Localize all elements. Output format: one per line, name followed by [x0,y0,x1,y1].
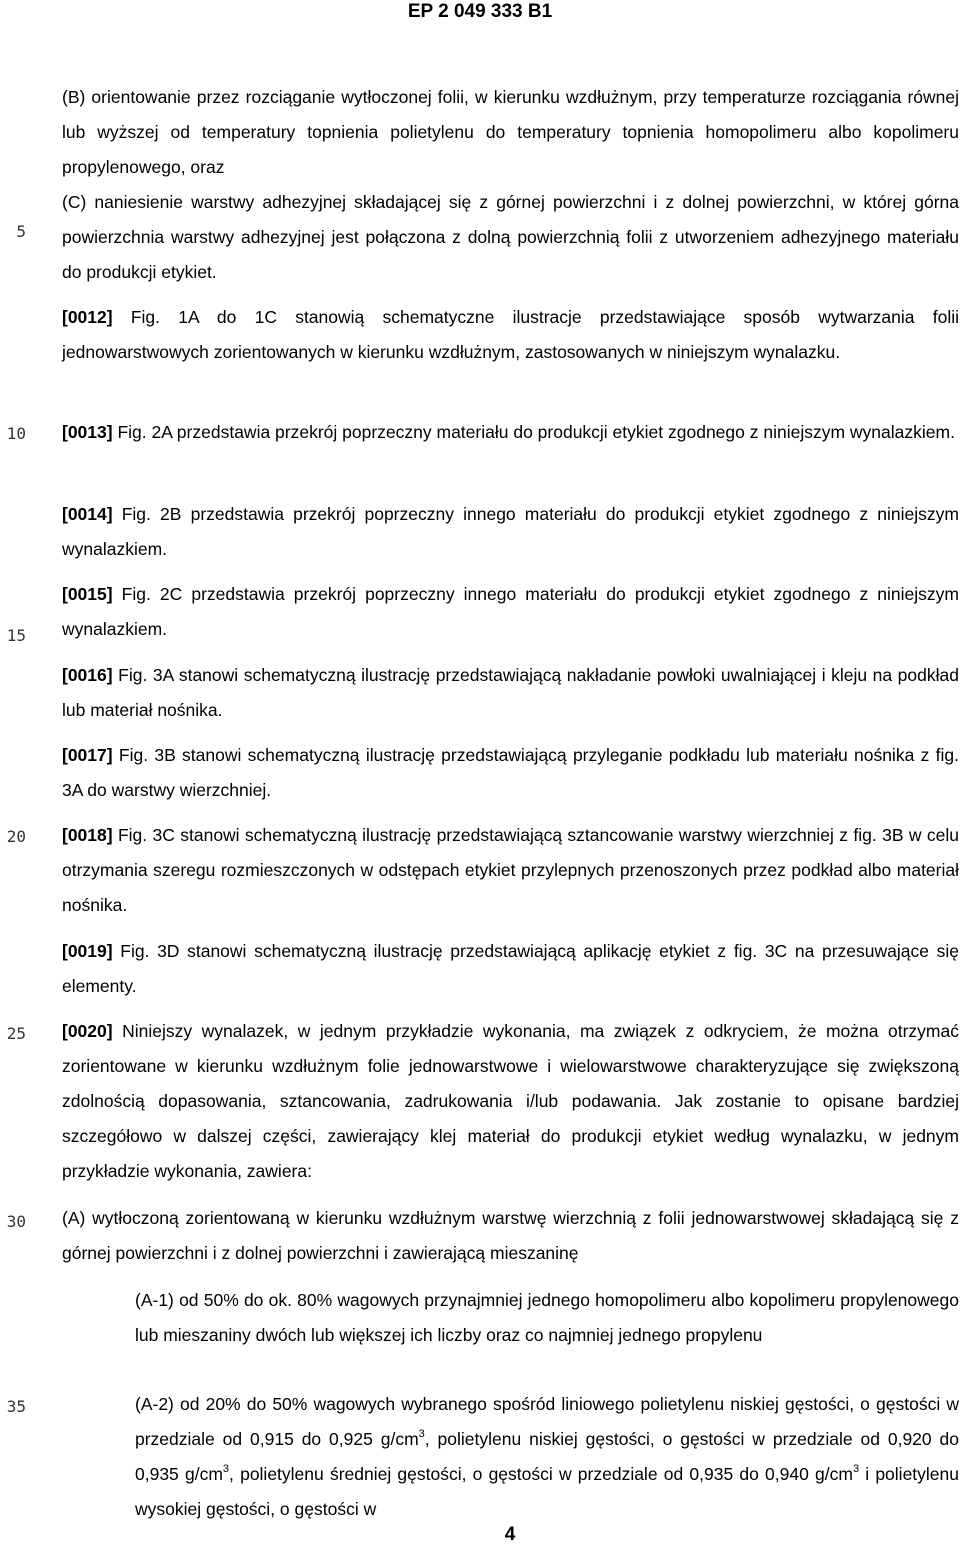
paragraph-id: [0013] [62,422,113,442]
item-a1 [135,1283,959,1353]
paragraph-b [62,80,959,185]
paragraph-text: (B) orientowanie przez rozciąganie wytłoczonej folii, w kierunku wzdłużnym, przy temperaturze rozciągania równej lub wyższej od temperatury topnienia polietylenu do temperatury topnienia homopolimeru albo kopolimeru propylenowego, oraz [62,87,959,177]
paragraph-0016 [62,658,959,728]
item-text: (A-2) od 20% do 50% wagowych wybranego spośród liniowego polietylenu niskiej gęstości, o gęstości w przedziale od 0,915 do 0,925 g/cm [135,1394,959,1449]
superscript: 3 [222,1463,230,1475]
paragraph-id: [0015] [62,584,113,604]
paragraph-text: Fig. 3B stanowi schematyczną ilustrację przedstawiającą przyleganie podkładu lub materiału nośnika z fig. 3A do warstwy wierzchniej. [62,745,959,800]
paragraph-id: [0014] [62,504,113,524]
paragraph-text: Fig. 2A przedstawia przekrój poprzeczny materiału do produkcji etykiet zgodnego z niniejszym wynalazkiem. [117,422,955,442]
paragraph-0012 [62,300,959,370]
paragraph-id: [0016] [62,665,113,685]
paragraph-text: Fig. 3A stanowi schematyczną ilustrację przedstawiającą nakładanie powłoki uwalniającej i kleju na podkład lub materiał nośnika. [62,665,959,720]
paragraph-0015 [62,577,959,647]
line-number: 35 [6,1397,26,1416]
line-number: 5 [16,222,26,241]
paragraph-0017 [62,738,959,808]
paragraph-text: (C) naniesienie warstwy adhezyjnej składającej się z górnej powierzchni i z dolnej powierzchni, w której górna powierzchnia warstwy adhezyjnej jest połączona z dolną powierzchnią folii z utworzeniem adhezyjnego materiału do produkcji etykiet. [62,192,959,282]
paragraph-text: Fig. 2B przedstawia przekrój poprzeczny innego materiału do produkcji etykiet zgodnego z niniejszym wynalazkiem. [62,504,959,559]
paragraph-id: [0012] [62,307,113,327]
paragraph-0019 [62,934,959,1004]
paragraph-0013 [62,415,959,450]
paragraph-id: [0019] [62,941,113,961]
item-text: (A-1) od 50% do ok. 80% wagowych przynajmniej jednego homopolimeru albo kopolimeru propylenowego lub mieszaniny dwóch lub większej ich liczby oraz co najmniej jednego propylenu [135,1290,959,1345]
paragraph-0018 [62,818,959,923]
item-text: i polietylenu wysokiej gęstości, o gęstości w [135,1464,959,1519]
page-number: 4 [504,1524,516,1545]
paragraph-text: Fig. 1A do 1C stanowią schematyczne ilustracje przedstawiające sposób wytwarzania folii jednowarstwowych zorientowanych w kierunku wzdłużnym, zastosowanych w niniejszym wynalazku. [62,307,959,362]
paragraph-id: [0020] [62,1021,113,1041]
paragraph-text: Fig. 3C stanowi schematyczną ilustrację przedstawiającą sztancowanie warstwy wierzchniej z fig. 3B w celu otrzymania szeregu rozmieszczonych w odstępach etykiet przylepnych przenoszonych przez podkład albo materiał nośnika. [62,825,959,915]
line-number: 25 [6,1024,26,1043]
document-header: EP 2 049 333 B1 [407,1,553,22]
paragraph-a [62,1201,959,1271]
paragraph-text: Fig. 3D stanowi schematyczną ilustrację przedstawiającą aplikację etykiet z fig. 3C na przesuwające się elementy. [62,941,959,996]
item-text: , polietylenu niskiej gęstości, o gęstości w przedziale od 0,920 do 0,935 g/cm [135,1429,960,1484]
paragraph-0020 [62,1014,959,1189]
line-number: 30 [6,1212,26,1231]
superscript: 3 [852,1463,860,1475]
paragraph-id: [0018] [62,825,113,845]
paragraph-text: (A) wytłoczoną zorientowaną w kierunku wzdłużnym warstwę wierzchnią z folii jednowarstwowej składającą się z górnej powierzchni i z dolnej powierzchni i zawierającą mieszaninę [62,1208,959,1263]
paragraph-text: Niniejszy wynalazek, w jednym przykładzie wykonania, ma związek z odkryciem, że można otrzymać zorientowane w kierunku wzdłużnym folie jednowarstwowe i wielowarstwowe charakteryzujące się zwiększoną zdolnością dopasowania, sztancowania, zadrukowania i/lub podawania. Jak zostanie to opisane bardziej szczegółowo w dalszej części, zawierający klej materiał do produkcji etykiet według wynalazku, w jednym przykładzie wykonania, zawiera: [62,1021,959,1181]
line-number: 15 [6,626,26,645]
item-a2 [135,1387,959,1527]
item-text: , polietylenu średniej gęstości, o gęstości w przedziale od 0,935 do 0,940 g/cm [229,1464,853,1484]
paragraph-0014 [62,497,959,567]
line-number: 10 [6,424,26,443]
line-number: 20 [6,827,26,846]
superscript: 3 [418,1428,425,1440]
paragraph-text: Fig. 2C przedstawia przekrój poprzeczny innego materiału do produkcji etykiet zgodnego z niniejszym wynalazkiem. [62,584,959,639]
paragraph-id: [0017] [62,745,113,765]
paragraph-c [62,185,959,290]
